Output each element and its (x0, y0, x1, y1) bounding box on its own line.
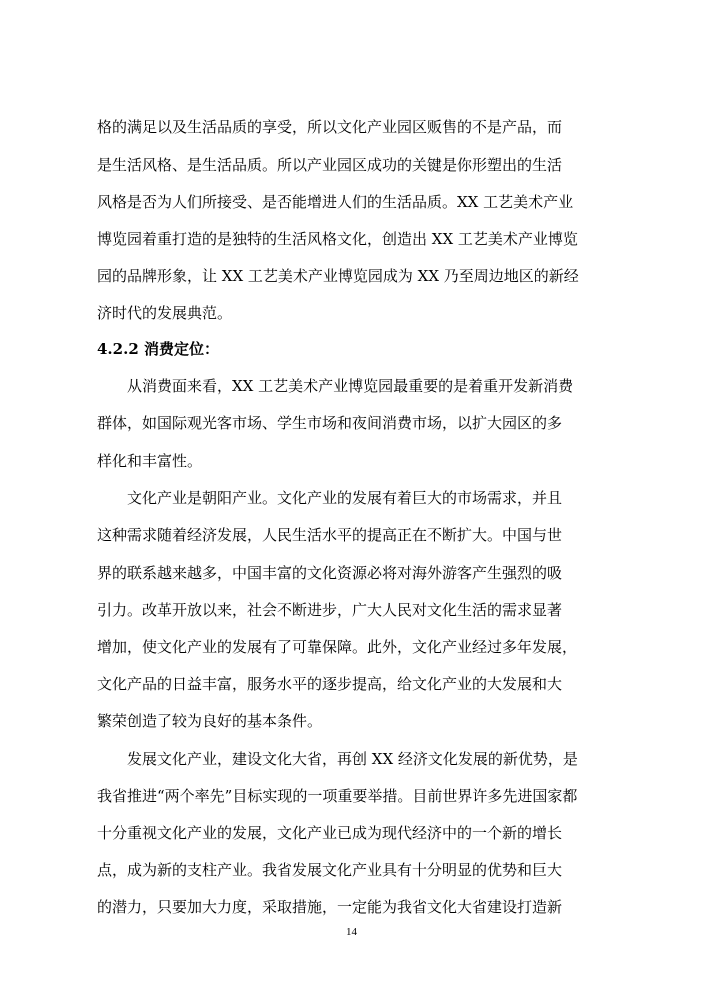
body-line: 风格是否为人们所接受、是否能增进人们的生活品质。XX 工艺美术产业 (97, 193, 574, 211)
body-line: 十分重视文化产业的发展，文化产业已成为现代经济中的一个新的增长 (97, 824, 563, 842)
body-line: 的潜力，只要加大力度，采取措施，一定能为我省文化大省建设打造新 (97, 898, 563, 916)
body-line: 增加，使文化产业的发展有了可靠保障。此外，文化产业经过多年发展， (97, 638, 578, 656)
body-line: 点，成为新的支柱产业。我省发展文化产业具有十分明显的优势和巨大 (97, 861, 563, 879)
body-line: 样化和丰富性。 (97, 452, 203, 470)
body-line: 文化产品的日益丰富，服务水平的逐步提高，给文化产业的大发展和大 (97, 675, 563, 693)
body-line: 是生活风格、是生活品质。所以产业园区成功的关键是你形塑出的生活 (97, 156, 563, 174)
body-line: 界的联系越来越多，中国丰富的文化资源必将对海外游客产生强烈的吸 (97, 564, 563, 582)
body-line: 格的满足以及生活品质的享受，所以文化产业园区贩售的不是产品，而 (97, 118, 563, 136)
body-line: 文化产业是朝阳产业。文化产业的发展有着巨大的市场需求，并且 (127, 489, 563, 507)
body-line: 从消费面来看，XX 工艺美术产业博览园最重要的是着重开发新消费 (127, 377, 574, 395)
body-line: 济时代的发展典范。 (97, 304, 233, 322)
page-number: 14 (346, 926, 357, 938)
body-line: 博览园着重打造的是独特的生活风格文化，创造出 XX 工艺美术产业博览 (97, 230, 578, 248)
section-heading: 4.2.2 消费定位： (97, 340, 219, 358)
body-line: 园的品牌形象，让 XX 工艺美术产业博览园成为 XX 乃至周边地区的新经 (97, 267, 579, 285)
body-line: 我省推进“两个率先”目标实现的一项重要举措。目前世界许多先进国家都 (97, 787, 578, 805)
body-line: 发展文化产业，建设文化大省，再创 XX 经济文化发展的新优势，是 (127, 750, 578, 768)
body-line: 引力。改革开放以来，社会不断进步，广大人民对文化生活的需求显著 (97, 601, 563, 619)
body-line: 这种需求随着经济发展，人民生活水平的提高正在不断扩大。中国与世 (97, 526, 563, 544)
body-line: 群体，如国际观光客市场、学生市场和夜间消费市场，以扩大园区的多 (97, 414, 563, 432)
body-line: 繁荣创造了较为良好的基本条件。 (97, 712, 323, 730)
